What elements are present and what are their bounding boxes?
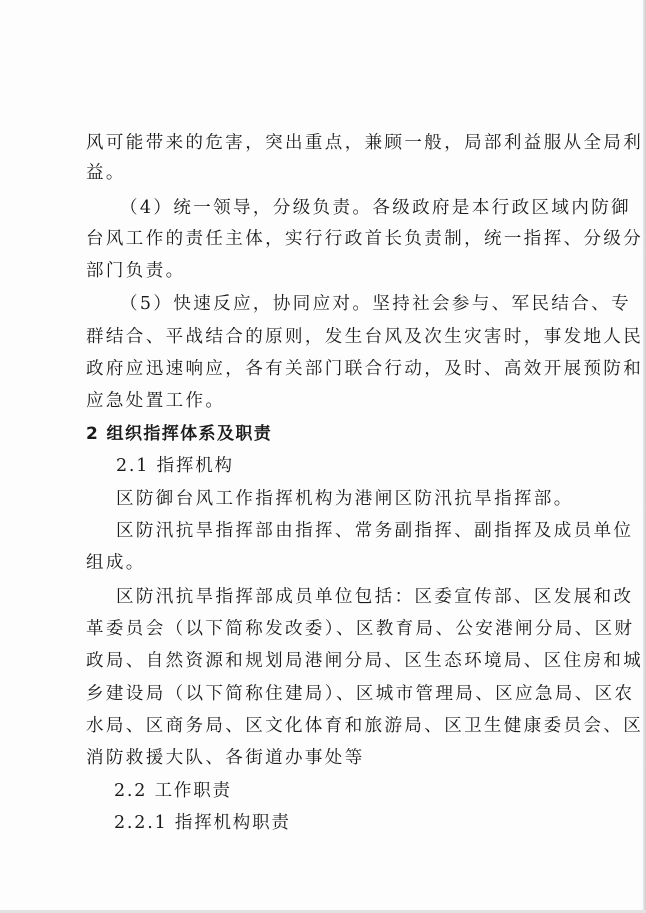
text-line: 政局、自然资源和规划局港闸分局、区生态环境局、区住房和城 bbox=[86, 651, 644, 671]
text-line: 台风工作的责任主体，实行行政首长负责制，统一指挥、分级分 bbox=[86, 229, 644, 249]
text-line: 消防救援大队、各街道办事处等 bbox=[86, 748, 365, 768]
text-line: 益。 bbox=[86, 163, 126, 183]
text-line: 组成。 bbox=[86, 553, 146, 573]
text-line: 应急处置工作。 bbox=[86, 391, 226, 411]
section-heading: 2 组织指挥体系及职责 bbox=[86, 424, 273, 444]
text-line: （5）快速反应，协同应对。坚持社会参与、军民结合、专 bbox=[120, 294, 632, 314]
subsection-heading: 2.1 指挥机构 bbox=[116, 456, 234, 476]
text-line: 风可能带来的危害，突出重点，兼顾一般，局部利益服从全局利 bbox=[86, 133, 644, 153]
text-line: 区防汛抗旱指挥部成员单位包括：区委宣传部、区发展和改 bbox=[116, 587, 634, 607]
text-line: 部门负责。 bbox=[86, 261, 186, 281]
text-line: 水局、区商务局、区文化体育和旅游局、区卫生健康委员会、区 bbox=[86, 716, 644, 736]
text-line: 乡建设局（以下简称住建局）、区城市管理局、区应急局、区农 bbox=[86, 684, 635, 704]
text-line: 区防御台风工作指挥机构为港闸区防汛抗旱指挥部。 bbox=[116, 489, 574, 509]
text-line: 群结合、平战结合的原则，发生台风及次生灾害时，事发地人民 bbox=[86, 327, 644, 347]
subsection-heading: 2.2 工作职责 bbox=[114, 781, 232, 801]
text-line: （4）统一领导，分级负责。各级政府是本行政区域内防御 bbox=[120, 198, 632, 218]
text-line: 政府应迅速响应，各有关部门联合行动，及时、高效开展预防和 bbox=[86, 359, 644, 379]
subsection-heading: 2.2.1 指挥机构职责 bbox=[114, 813, 291, 833]
text-line: 区防汛抗旱指挥部由指挥、常务副指挥、副指挥及成员单位 bbox=[116, 521, 634, 541]
text-line: 革委员会（以下简称发改委）、区教育局、公安港闸分局、区财 bbox=[86, 619, 635, 639]
